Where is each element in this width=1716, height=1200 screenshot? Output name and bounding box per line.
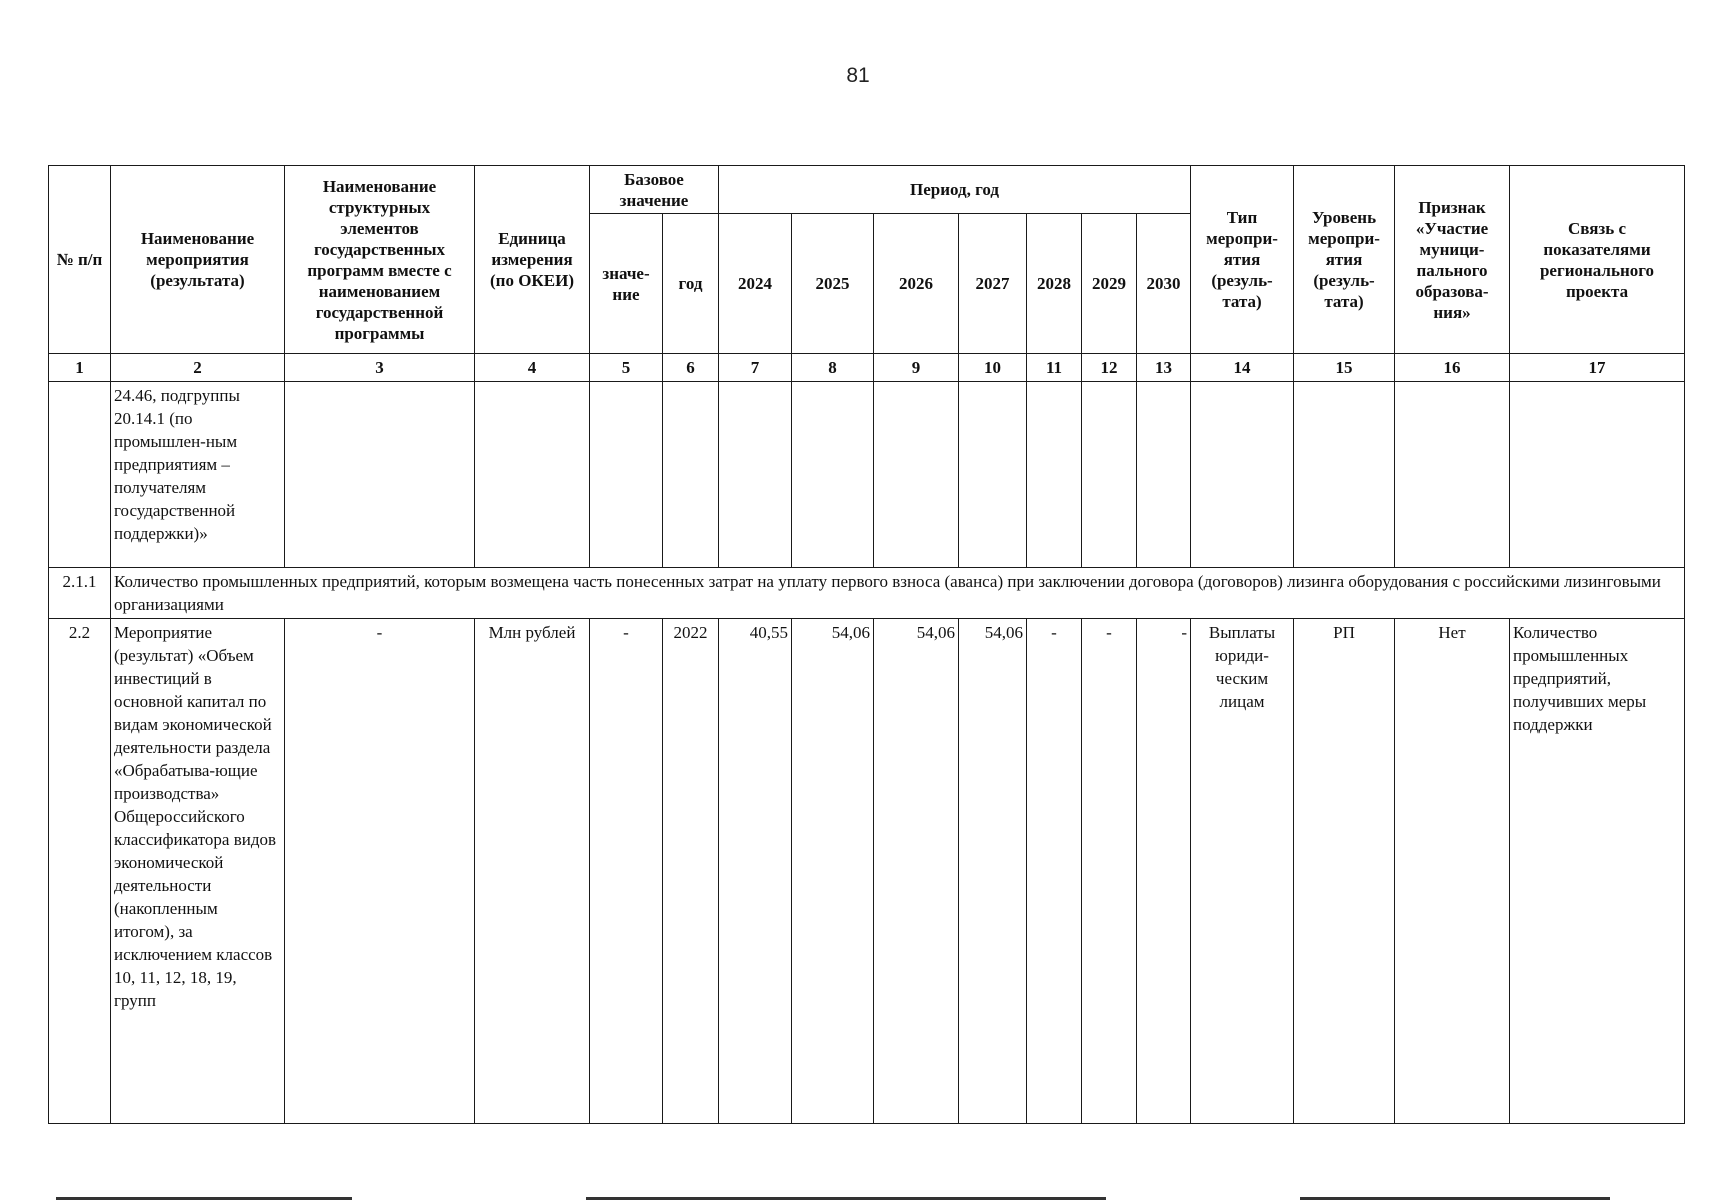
cell-empty: [663, 382, 719, 568]
row-struct: -: [285, 619, 475, 1124]
cell-empty: [1294, 382, 1395, 568]
column-number: 14: [1191, 354, 1294, 382]
header-year-2029: 2029: [1082, 214, 1137, 354]
header-year-2028: 2028: [1027, 214, 1082, 354]
header-level: Уровень меропри-ятия (резуль-тата): [1294, 166, 1395, 354]
continuation-name: 24.46, подгруппы 20.14.1 (по промышлен-ным предприятиям – получателям государственной поддержки)»: [111, 382, 285, 568]
header-type: Тип меропри-ятия (резуль-тата): [1191, 166, 1294, 354]
column-number-row: [49, 354, 1685, 382]
column-number: 7: [719, 354, 792, 382]
header-period: Период, год: [719, 166, 1191, 214]
row-unit: Млн рублей: [475, 619, 590, 1124]
cell-empty: [49, 382, 111, 568]
row-value-2029: -: [1082, 619, 1137, 1124]
cell-empty: [719, 382, 792, 568]
header-year-2026: 2026: [874, 214, 959, 354]
cell-empty: [1082, 382, 1137, 568]
column-number: 17: [1510, 354, 1685, 382]
column-number: 2: [111, 354, 285, 382]
row-value-2027: 54,06: [959, 619, 1027, 1124]
row-number: 2.2: [49, 619, 111, 1124]
column-number: 8: [792, 354, 874, 382]
row-value-2026: 54,06: [874, 619, 959, 1124]
header-year-2027: 2027: [959, 214, 1027, 354]
column-number: 9: [874, 354, 959, 382]
cell-empty: [1027, 382, 1082, 568]
column-number: 13: [1137, 354, 1191, 382]
column-number: 1: [49, 354, 111, 382]
cell-empty: [1510, 382, 1685, 568]
header-year-2024: 2024: [719, 214, 792, 354]
row-level: РП: [1294, 619, 1395, 1124]
row-sign: Нет: [1395, 619, 1510, 1124]
column-number: 15: [1294, 354, 1395, 382]
cell-empty: [1395, 382, 1510, 568]
column-number: 5: [590, 354, 663, 382]
cell-empty: [1191, 382, 1294, 568]
column-number: 12: [1082, 354, 1137, 382]
cell-empty: [475, 382, 590, 568]
section-number: 2.1.1: [49, 568, 111, 619]
row-base-year: 2022: [663, 619, 719, 1124]
cell-empty: [959, 382, 1027, 568]
header-link: Связь с показателями регионального проекта: [1510, 166, 1685, 354]
row-value-2030: -: [1137, 619, 1191, 1124]
row-value-2025: 54,06: [792, 619, 874, 1124]
measures-table: [48, 165, 1685, 1124]
row-value-2024: 40,55: [719, 619, 792, 1124]
cell-empty: [1137, 382, 1191, 568]
header-name: Наименование мероприятия (результата): [111, 166, 285, 354]
header-base-year: год: [663, 214, 719, 354]
header-struct: Наименование структурных элементов государственных программ вместе с наименованием государственной программы: [285, 166, 475, 354]
cell-empty: [792, 382, 874, 568]
cell-empty: [590, 382, 663, 568]
row-value-2028: -: [1027, 619, 1082, 1124]
header-sign: Признак «Участие муници-пального образова-ния»: [1395, 166, 1510, 354]
header-base: Базовое значение: [590, 166, 719, 214]
column-number: 10: [959, 354, 1027, 382]
row-base-value: -: [590, 619, 663, 1124]
cell-empty: [874, 382, 959, 568]
row-link: Количество промышленных предприятий, получивших меры поддержки: [1510, 619, 1685, 1124]
column-number: 3: [285, 354, 475, 382]
column-number: 16: [1395, 354, 1510, 382]
row-type: Выплаты юриди-ческим лицам: [1191, 619, 1294, 1124]
section-text: Количество промышленных предприятий, которым возмещена часть понесенных затрат на уплату первого взноса (аванса) при заключении договора (договоров) лизинга оборудования с российскими лизинговыми организациями: [111, 568, 1685, 619]
column-number: 4: [475, 354, 590, 382]
table-row-2-2: [49, 619, 1685, 1124]
row-name: Мероприятие (результат) «Объем инвестиций в основной капитал по видам экономической деятельности раздела «Обрабатыва-ющие производства» Общероссийского классификатора видов экономической деятельности (накопленным итогом), за исключением классов 10, 11, 12, 18, 19, групп: [111, 619, 285, 1124]
header-year-2025: 2025: [792, 214, 874, 354]
header-year-2030: 2030: [1137, 214, 1191, 354]
column-number: 6: [663, 354, 719, 382]
header-num: № п/п: [49, 166, 111, 354]
header-unit: Единица измерения (по ОКЕИ): [475, 166, 590, 354]
page-number: 81: [846, 64, 870, 87]
continuation-row: [49, 382, 1685, 568]
header-base-value: значе-ние: [590, 214, 663, 354]
section-row-2-1-1: [49, 568, 1685, 619]
cell-empty: [285, 382, 475, 568]
column-number: 11: [1027, 354, 1082, 382]
